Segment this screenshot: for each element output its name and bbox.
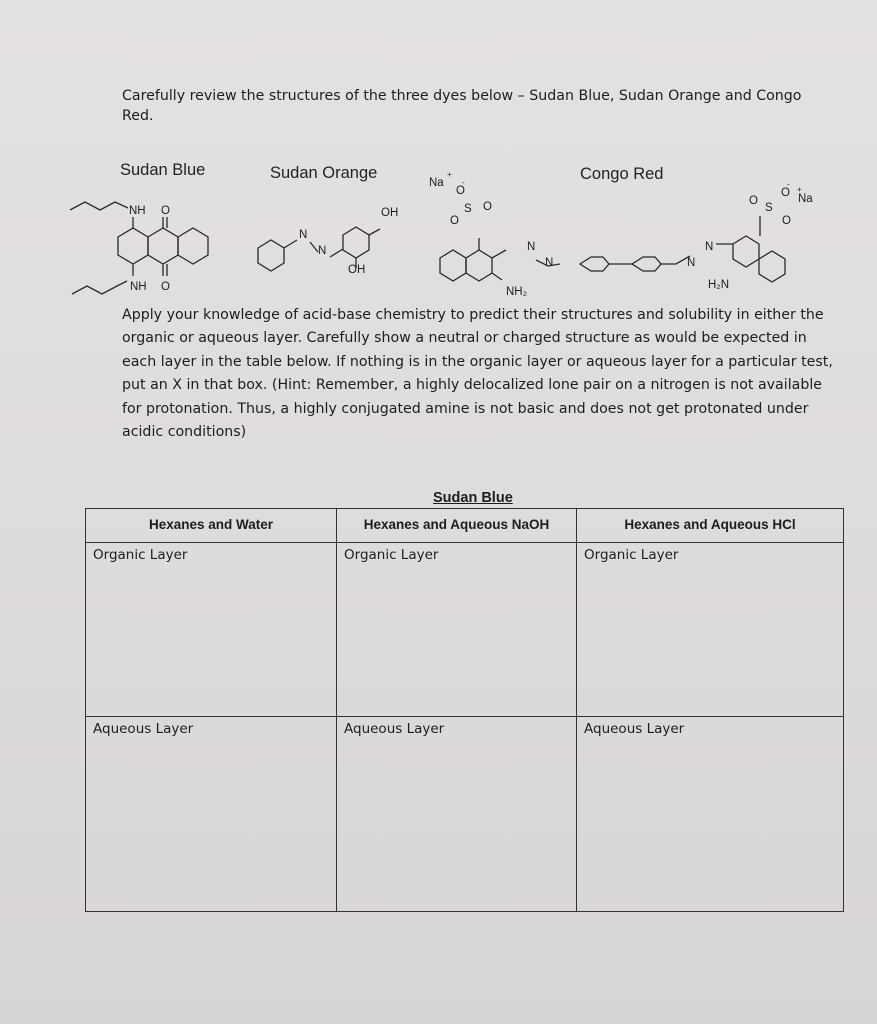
column-header-naoh: Hexanes and Aqueous NaOH [337, 509, 577, 543]
sudan-orange-n2: N [318, 245, 327, 257]
congo-red-structure [440, 216, 785, 282]
congo-o-minus-left: O [456, 185, 465, 197]
row-label: Aqueous Layer [93, 721, 194, 737]
congo-na-left-charge: + [447, 170, 452, 179]
congo-n3: N [687, 257, 696, 269]
congo-s-left: S [464, 203, 472, 215]
sudan-blue-nh-bottom: NH [130, 281, 147, 293]
table-caption: Sudan Blue [433, 490, 513, 506]
column-header-hcl: Hexanes and Aqueous HCl [577, 509, 843, 543]
sudan-blue-o-top: O [161, 205, 170, 217]
sudan-orange-oh-bottom: OH [348, 264, 366, 276]
sudan-orange-oh-top: OH [381, 207, 399, 219]
sudan-blue-o-bottom: O [161, 281, 170, 293]
row-label: Aqueous Layer [584, 721, 685, 737]
congo-nh2: NH₂ [506, 286, 528, 298]
row-label: Organic Layer [344, 547, 439, 563]
congo-na-right: Na [798, 193, 813, 205]
row-label: Aqueous Layer [344, 721, 445, 737]
organic-layer-water-cell[interactable] [86, 543, 337, 717]
row-label: Organic Layer [584, 547, 679, 563]
sudan-orange-n1: N [299, 229, 308, 241]
congo-na-left: Na [429, 177, 444, 189]
congo-o-right-1: O [749, 195, 758, 207]
aqueous-layer-water-cell[interactable] [86, 717, 337, 911]
organic-layer-hcl-cell[interactable] [577, 543, 843, 717]
dye-structures [0, 160, 877, 300]
sudan-orange-label: Sudan Orange [270, 164, 378, 182]
congo-h2n: H₂N [708, 279, 730, 291]
answer-table [85, 508, 844, 912]
congo-o-left-2: O [483, 201, 492, 213]
congo-o-right-charge: - [787, 180, 790, 189]
congo-o-left-charge: - [462, 178, 465, 187]
congo-na-right-charge: + [797, 185, 802, 194]
aqueous-layer-naoh-cell[interactable] [337, 717, 577, 911]
intro-text: Carefully review the structures of the three dyes below – Sudan Blue, Sudan Orange and Congo Red. [122, 88, 802, 124]
column-header-water: Hexanes and Water [86, 509, 337, 543]
congo-s-right: S [765, 202, 773, 214]
aqueous-layer-hcl-cell[interactable] [577, 717, 843, 911]
congo-n1: N [527, 241, 536, 253]
congo-red-label: Congo Red [580, 165, 664, 183]
organic-layer-naoh-cell[interactable] [337, 543, 577, 717]
sudan-blue-label: Sudan Blue [120, 161, 206, 179]
instructions-text: Apply your knowledge of acid-base chemistry to predict their structures and solubility in either the organic or aqueous layer. Carefully show a neutral or charged structure as would be expected in each layer in the table below. If nothing is in the organic layer or aqueous layer for a particular test, put an X in that box. (Hint: Remember, a highly delocalized lone pair on a nitrogen is not available for protonation. Thus, a highly conjugated amine is not basic and does not get protonated under acidic conditions) [122, 307, 833, 441]
congo-o-right-2: O [782, 215, 791, 227]
congo-o-minus-right: O [781, 187, 790, 199]
congo-n2: N [545, 257, 554, 269]
row-label: Organic Layer [93, 547, 188, 563]
congo-o-left-1: O [450, 215, 459, 227]
sudan-blue-nh-top: NH [129, 205, 146, 217]
congo-n4: N [705, 241, 714, 253]
